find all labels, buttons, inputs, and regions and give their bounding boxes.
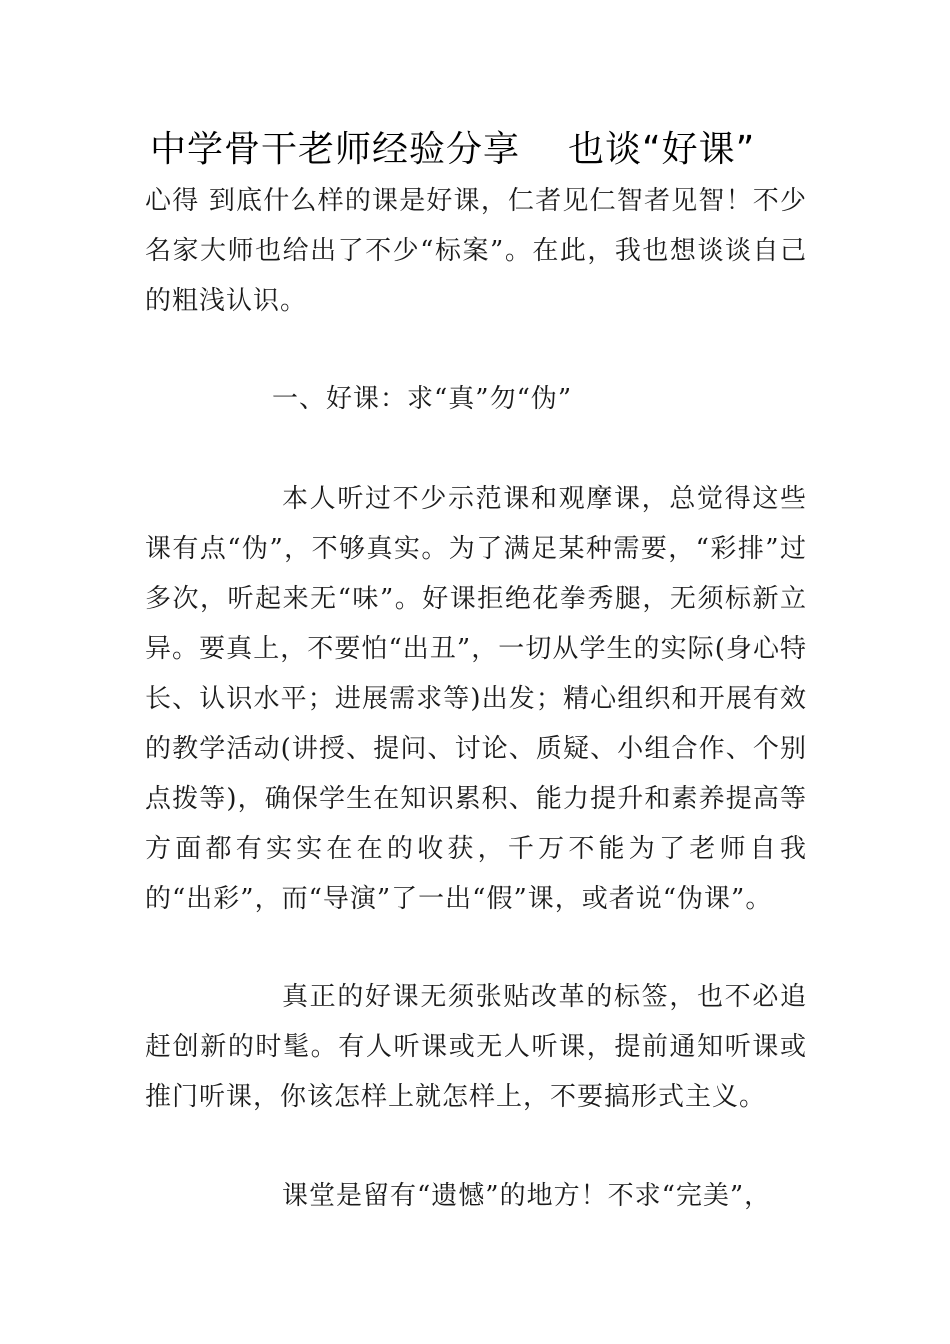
body-paragraph-1: 本人听过不少示范课和观摩课，总觉得这些课有点“伪”，不够真实。为了满足某种需要，“彩排”过多次，听起来无“味”。好课拒绝花拳秀腿，无须标新立异。要真上，不要怕“出丑”，一切从学生的实际(身心特长、认识水平；进展需求等)出发；精心组织和开展有效的教学活动(讲授、提问、讨论、质疑、小组合作、个别点拨等)，确保学生在知识累积、能力提升和素养提高等方面都有实实在在的收获，千万不能为了老师自我的“出彩”，而“导演”了一出“假”课，或者说“伪课”。 xyxy=(145,484,807,914)
intro-paragraph: 心得 到底什么样的课是好课，仁者见仁智者见智！不少名家大师也给出了不少“标案”。在此，我也想谈谈自己的粗浅认识。 xyxy=(145,186,807,316)
document-title xyxy=(150,126,850,174)
title-sub: 也谈“好课” xyxy=(568,129,756,170)
body-paragraph-3: 课堂是留有“遗憾”的地方！不求“完美”， xyxy=(282,1181,772,1211)
body-paragraph-2: 真正的好课无须张贴改革的标签，也不必追赶创新的时髦。有人听课或无人听课，提前通知听课或推门听课，你该怎样上就怎样上，不要搞形式主义。 xyxy=(145,982,807,1112)
section-heading: 一、好课：求“真”勿“伪” xyxy=(272,384,573,414)
title-main: 中学骨干老师经验分享 xyxy=(150,129,521,170)
